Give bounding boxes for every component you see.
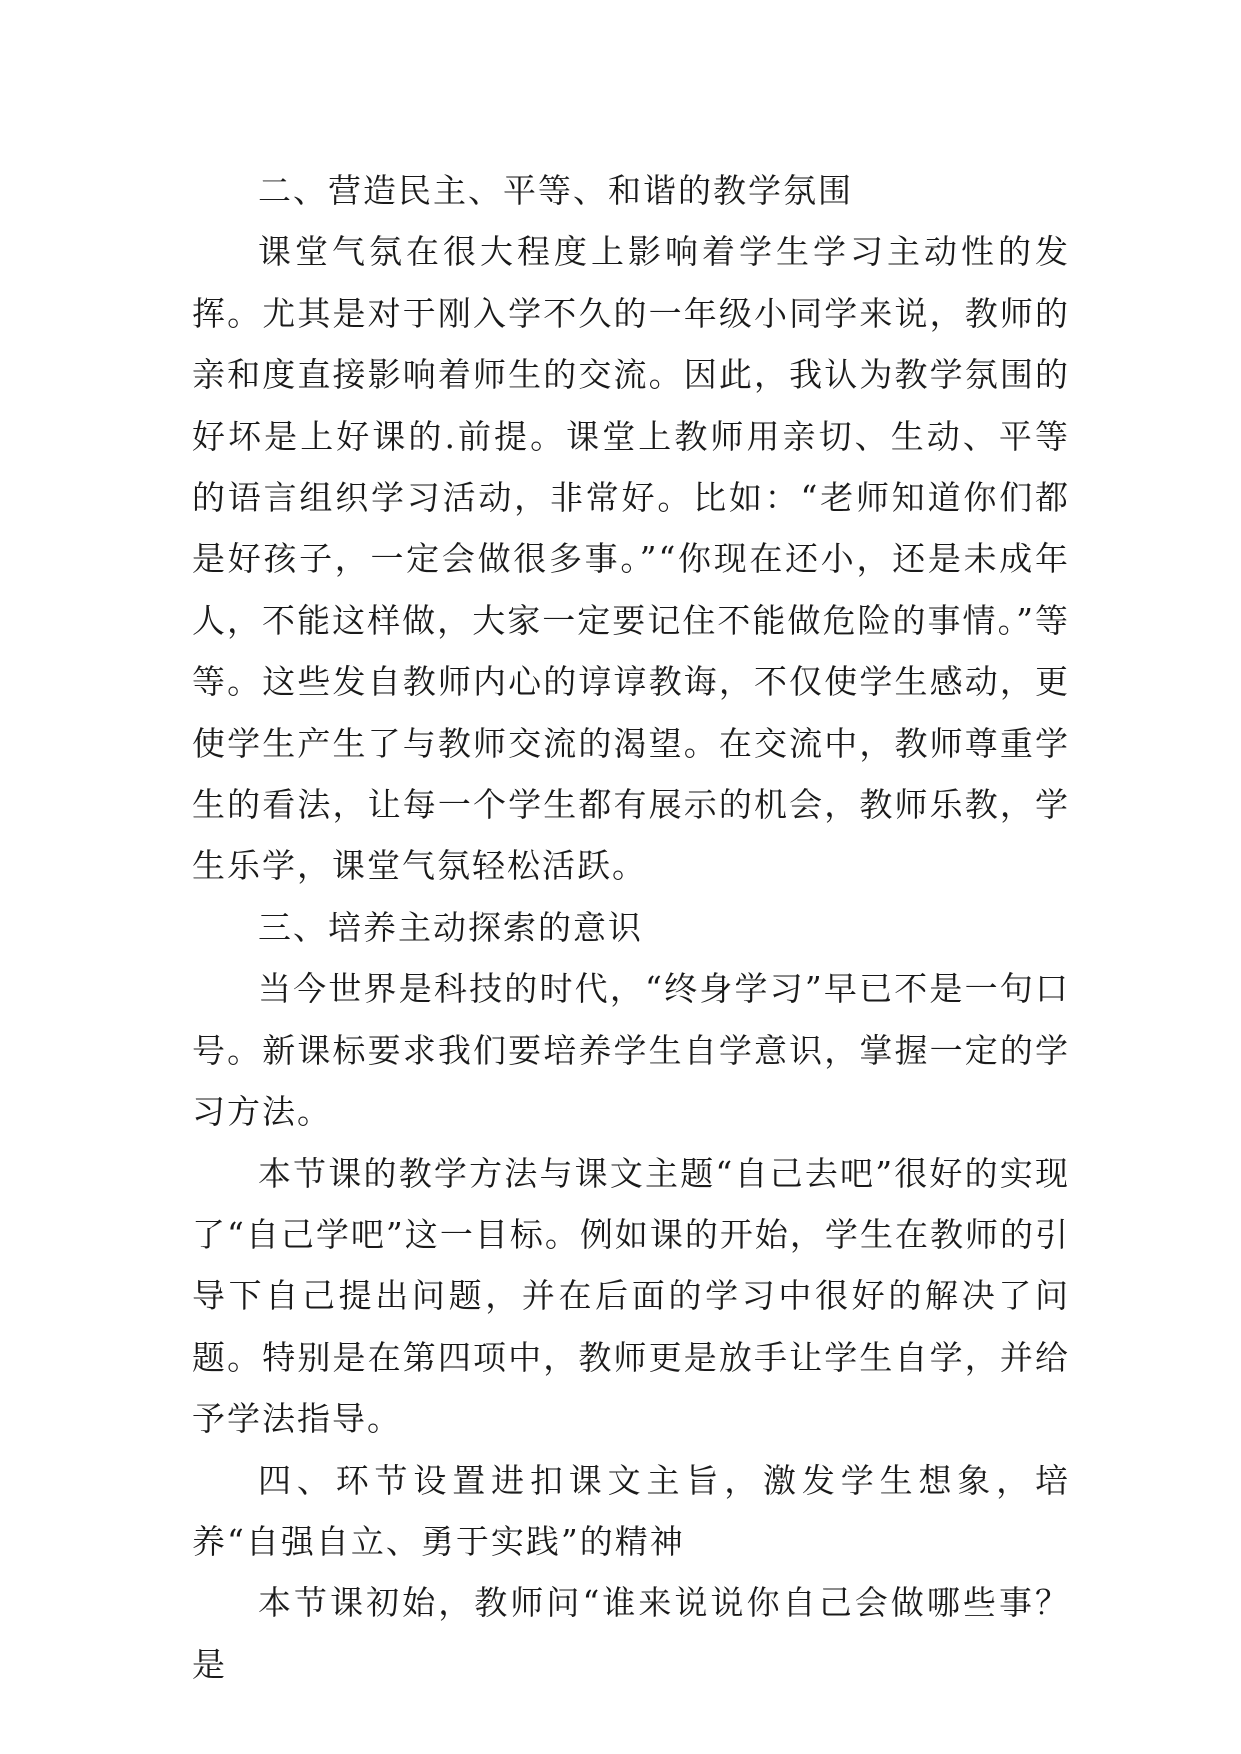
section-heading-3: 三、培养主动探索的意识	[258, 907, 643, 947]
section-heading-2: 二、营造民主、平等、和谐的教学氛围	[258, 171, 853, 210]
paragraph-lifelong-learning: 当今世界是科技的时代，“终身学习”早已不是一句口号。新课标要求我们要培养学生自学意识，掌握一定的学习方法。	[192, 969, 1070, 1132]
paragraph-classroom-atmosphere: 课堂气氛在很大程度上影响着学生学习主动性的发挥。尤其是对于刚入学不久的一年级小同学来说，教师的亲和度直接影响着师生的交流。因此，我认为教学氛围的好坏是上好课的.前提。课堂上教师用亲切、生动、平等的语言组织学习活动，非常好。比如：“老师知道你们都是好孩子，一定会做很多事。”“你现在还小，还是未成年人，不能这样做，大家一定要记住不能做危险的事情。”等等。这些发自教师内心的谆谆教诲，不仅使学生感动，更使学生产生了与教师交流的渴望。在交流中，教师尊重学生的看法，让每一个学生都有展示的机会，教师乐教，学生乐学，课堂气氛轻松活跃。	[192, 232, 1070, 886]
section-heading-4: 四、环节设置进扣课文主旨，激发学生想象，培养“自强自立、勇于实践”的精神	[192, 1460, 1070, 1561]
document-body	[192, 160, 1070, 1695]
paragraph-lesson-opening: 本节课初始，教师问“谁来说说你自己会做哪些事？是	[192, 1583, 1070, 1684]
paragraph-teaching-method: 本节课的教学方法与课文主题“自己去吧”很好的实现了“自己学吧”这一目标。例如课的开始，学生在教师的引导下自己提出问题，并在后面的学习中很好的解决了问题。特别是在第四项中，教师更是放手让学生自学，并给予学法指导。	[192, 1153, 1070, 1439]
